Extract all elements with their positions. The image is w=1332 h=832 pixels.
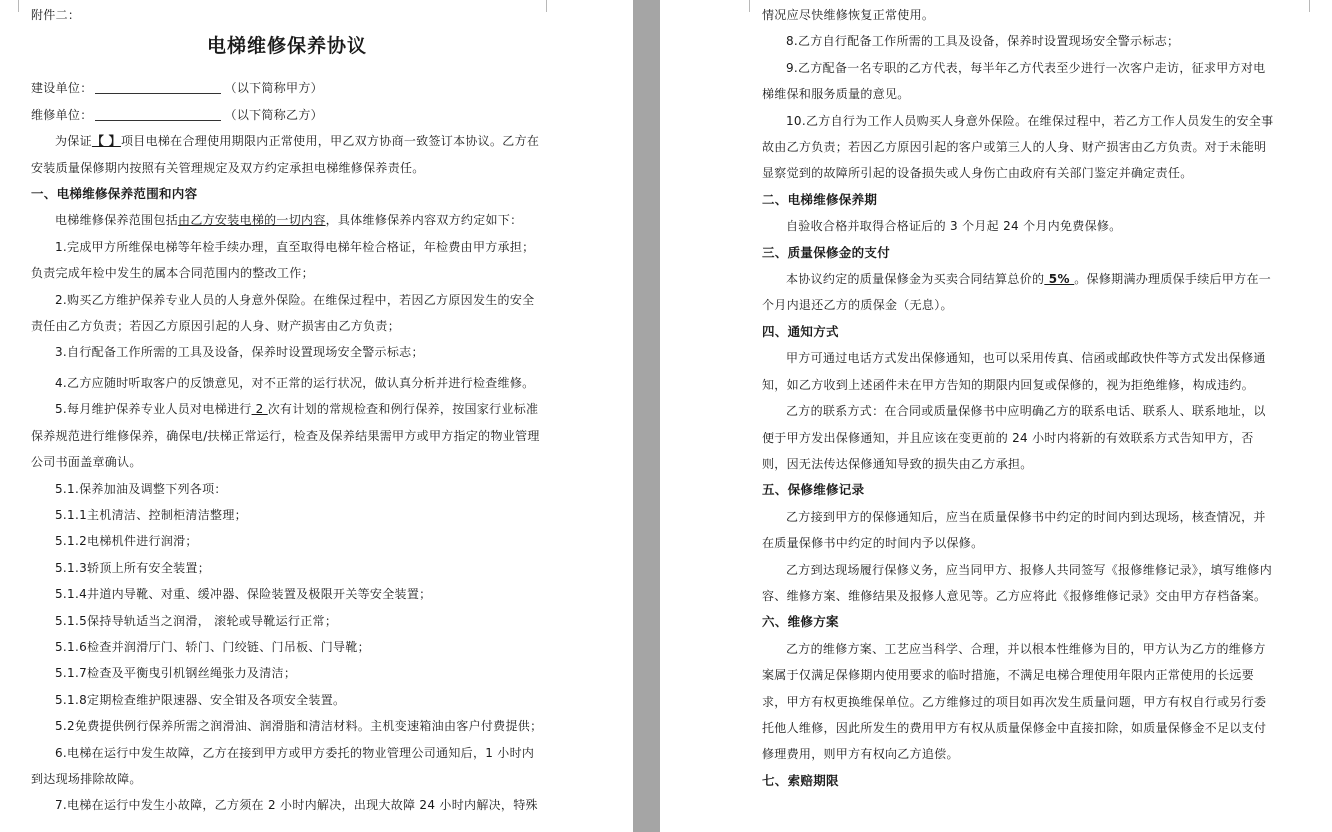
deposit-text: 本协议约定的质量保修金为买卖合同结算总价的 [786, 272, 1045, 287]
page-corner-mark [1298, 0, 1310, 12]
clause-5-text: 5.每月维护保养专业人员对电梯进行 [55, 402, 252, 417]
deposit-text: 。保修期满办理质保手续后甲方在一个月内退还乙方的质保金（无息）。 [762, 272, 1272, 313]
deposit-paragraph [762, 266, 1274, 319]
warranty-period-paragraph: 自验收合格并取得合格证后的 3 个月起 24 个月内免费保修。 [786, 219, 1122, 234]
clause-5-1: 5.1.保养加油及调整下列各项： [55, 481, 227, 496]
clause-4: 4.乙方应随时听取客户的反馈意见，对不正常的运行状况，做认真分析并进行检查维修。 [55, 375, 535, 390]
page-content [31, 0, 543, 819]
page-corner-mark [749, 0, 761, 12]
party-a-blank[interactable] [95, 80, 221, 94]
record-paragraph-2: 乙方到达现场履行保修义务，应当同甲方、报修人共同签写《报修维修记录》，填写维修内容、维修方案、维修结果及报修人意见等。乙方应将此《报修维修记录》交由甲方存档备案。 [762, 562, 1273, 603]
scope-paragraph [31, 207, 543, 233]
clause-1: 1.完成甲方所维保电梯等年检手续办理，直至取得电梯年检合格证，年检费由甲方承担；负责完成年检中发生的属本合同范围内的整改工作； [31, 239, 535, 281]
section-heading-2: 二、电梯维修保养期 [762, 191, 878, 207]
party-b-suffix: （以下简称乙方） [224, 107, 323, 122]
party-b-blank[interactable] [95, 107, 221, 121]
clause-5-1-3: 5.1.3轿顶上所有安全装置； [55, 560, 211, 575]
clause-5-1-4: 5.1.4井道内导靴、对重、缓冲器、保险装置及极限开关等安全装置； [55, 587, 432, 602]
clause-6: 6.电梯在运行中发生故障，乙方在接到甲方或甲方委托的物业管理公司通知后，1 小时内到达现场排除故障。 [31, 745, 535, 786]
section-heading-3: 三、质量保修金的支付 [762, 244, 891, 260]
deposit-percent: 5% [1044, 272, 1075, 287]
clause-5-1-2: 5.1.2电梯机件进行润滑； [55, 534, 198, 549]
clause-5-1-1: 5.1.1主机清洁、控制柜清洁整理； [55, 507, 247, 522]
annex-label: 附件二： [31, 8, 81, 22]
page-content [762, 0, 1274, 794]
clause-7-continued: 情况应尽快维修恢复正常使用。 [762, 8, 935, 22]
project-name-blank[interactable]: 【 】 [91, 134, 121, 149]
plan-paragraph: 乙方的维修方案、工艺应当科学、合理，并以根本性维修为目的，甲方认为乙方的维修方案属于仅满足保修期内使用要求的临时措施，不满足电梯合理使用年限内正常使用的长远要求，甲方有权更换维保单位。乙方维修过的项目如再次发生质量问题，甲方有权自行或另行委托他人维修，因此所发生的费用甲方有权从质量保修金中直接扣除，如质量保修金不足以支付修理费用，则甲方有权向乙方追偿。 [762, 641, 1267, 762]
notice-paragraph-1: 甲方可通过电话方式发出保修通知，也可以采用传真、信函或邮政快件等方式发出保修通知，如乙方收到上述函件未在甲方告知的期限内回复或保修的，视为拒绝维修，构成违约。 [762, 351, 1266, 392]
clause-5-1-5: 5.1.5保持导轨适当之润滑， 滚轮或导靴运行正常； [55, 613, 338, 628]
intro-text: 项目电梯在合理使用期限内正常使用，甲乙双方协商一致签订本协议。乙方在安装质量保修期内按照有关管理规定及双方约定承担电梯维修保养责任。 [31, 134, 540, 175]
section-heading-5: 五、保修维修记录 [762, 482, 865, 498]
section-heading-6: 六、维修方案 [762, 614, 839, 630]
document-page-right[interactable] [660, 0, 1332, 832]
clause-7: 7.电梯在运行中发生小故障，乙方须在 2 小时内解决，出现大故障 24 小时内解决，特殊 [55, 798, 538, 813]
record-paragraph-1: 乙方接到甲方的保修通知后，应当在质量保修书中约定的时间内到达现场，核查情况，并在质量保修书中约定的时间内予以保修。 [762, 509, 1266, 551]
notice-paragraph-2: 乙方的联系方式：在合同或质量保修书中应明确乙方的联系电话、联系人、联系地址，以便于甲方发出保修通知，并且应该在变更前的 24 小时内将新的有效联系方式告知甲方，否则，因无法传达保修通知导致的损失由乙方承担。 [762, 404, 1266, 471]
party-a-suffix: （以下简称甲方） [224, 81, 323, 96]
clause-5-2: 5.2免费提供例行保养所需之润滑油、润滑脂和清洁材料。主机变速箱油由客户付费提供； [55, 719, 543, 734]
clause-9: 9.乙方配备一名专职的乙方代表，每半年乙方代表至少进行一次客户走访，征求甲方对电梯维保和服务质量的意见。 [762, 60, 1266, 102]
scope-text: 电梯维修保养范围包括 [55, 213, 179, 228]
clause-3: 3.自行配备工作所需的工具及设备，保养时设置现场安全警示标志； [55, 345, 424, 360]
page-corner-mark [18, 0, 30, 12]
section-heading-1: 一、电梯维修保养范围和内容 [31, 186, 198, 202]
party-a-line [31, 75, 543, 101]
document-title: 电梯维修保养协议 [206, 35, 367, 58]
party-b-line [31, 102, 543, 128]
clause-5-text: 次有计划的常规检查和例行保养，按国家行业标准保养规范进行维修保养，确保电/扶梯正常运行，检查及保养结果需甲方或甲方指定的物业管理公司书面盖章确认。 [31, 402, 540, 470]
section-heading-4: 四、通知方式 [762, 323, 839, 339]
clause-5-1-7: 5.1.7检查及平衡曳引机钢丝绳张力及清洁； [55, 666, 297, 681]
section-heading-7: 七、索赔期限 [762, 772, 839, 788]
party-b-label: 维修单位： [31, 107, 93, 122]
scope-underlined: 由乙方安装电梯的一切内容 [178, 213, 326, 228]
clause-10: 10.乙方自行为工作人员购买人身意外保险。在维保过程中，若乙方工作人员发生的安全事故由乙方负责；若因乙方原因引起的客户或第三人的人身、财产损害由乙方负责。对于未能明显察觉到的故障所引起的设备损失或人身伤亡由政府有关部门鉴定并确定责任。 [762, 113, 1274, 181]
document-page-left[interactable] [0, 0, 633, 832]
clause-5-1-8: 5.1.8定期检查维护限速器、安全钳及各项安全装置。 [55, 692, 346, 707]
clause-5 [31, 396, 543, 475]
clause-8: 8.乙方自行配备工作所需的工具及设备，保养时设置现场安全警示标志； [786, 34, 1180, 49]
scope-text: ，具体维修保养内容双方约定如下： [325, 213, 523, 228]
intro-text: 为保证 [55, 134, 92, 149]
clause-2: 2.购买乙方维护保养专业人员的人身意外保险。在维保过程中，若因乙方原因发生的安全责任由乙方负责；若因乙方原因引起的人身、财产损害由乙方负责； [31, 292, 535, 334]
intro-paragraph [31, 128, 543, 181]
clause-5-1-6: 5.1.6检查并润滑厅门、轿门、门绞链、门吊板、门导靴； [55, 639, 370, 654]
clause-5-count: 2 [251, 402, 268, 417]
party-a-label: 建设单位： [31, 81, 93, 96]
